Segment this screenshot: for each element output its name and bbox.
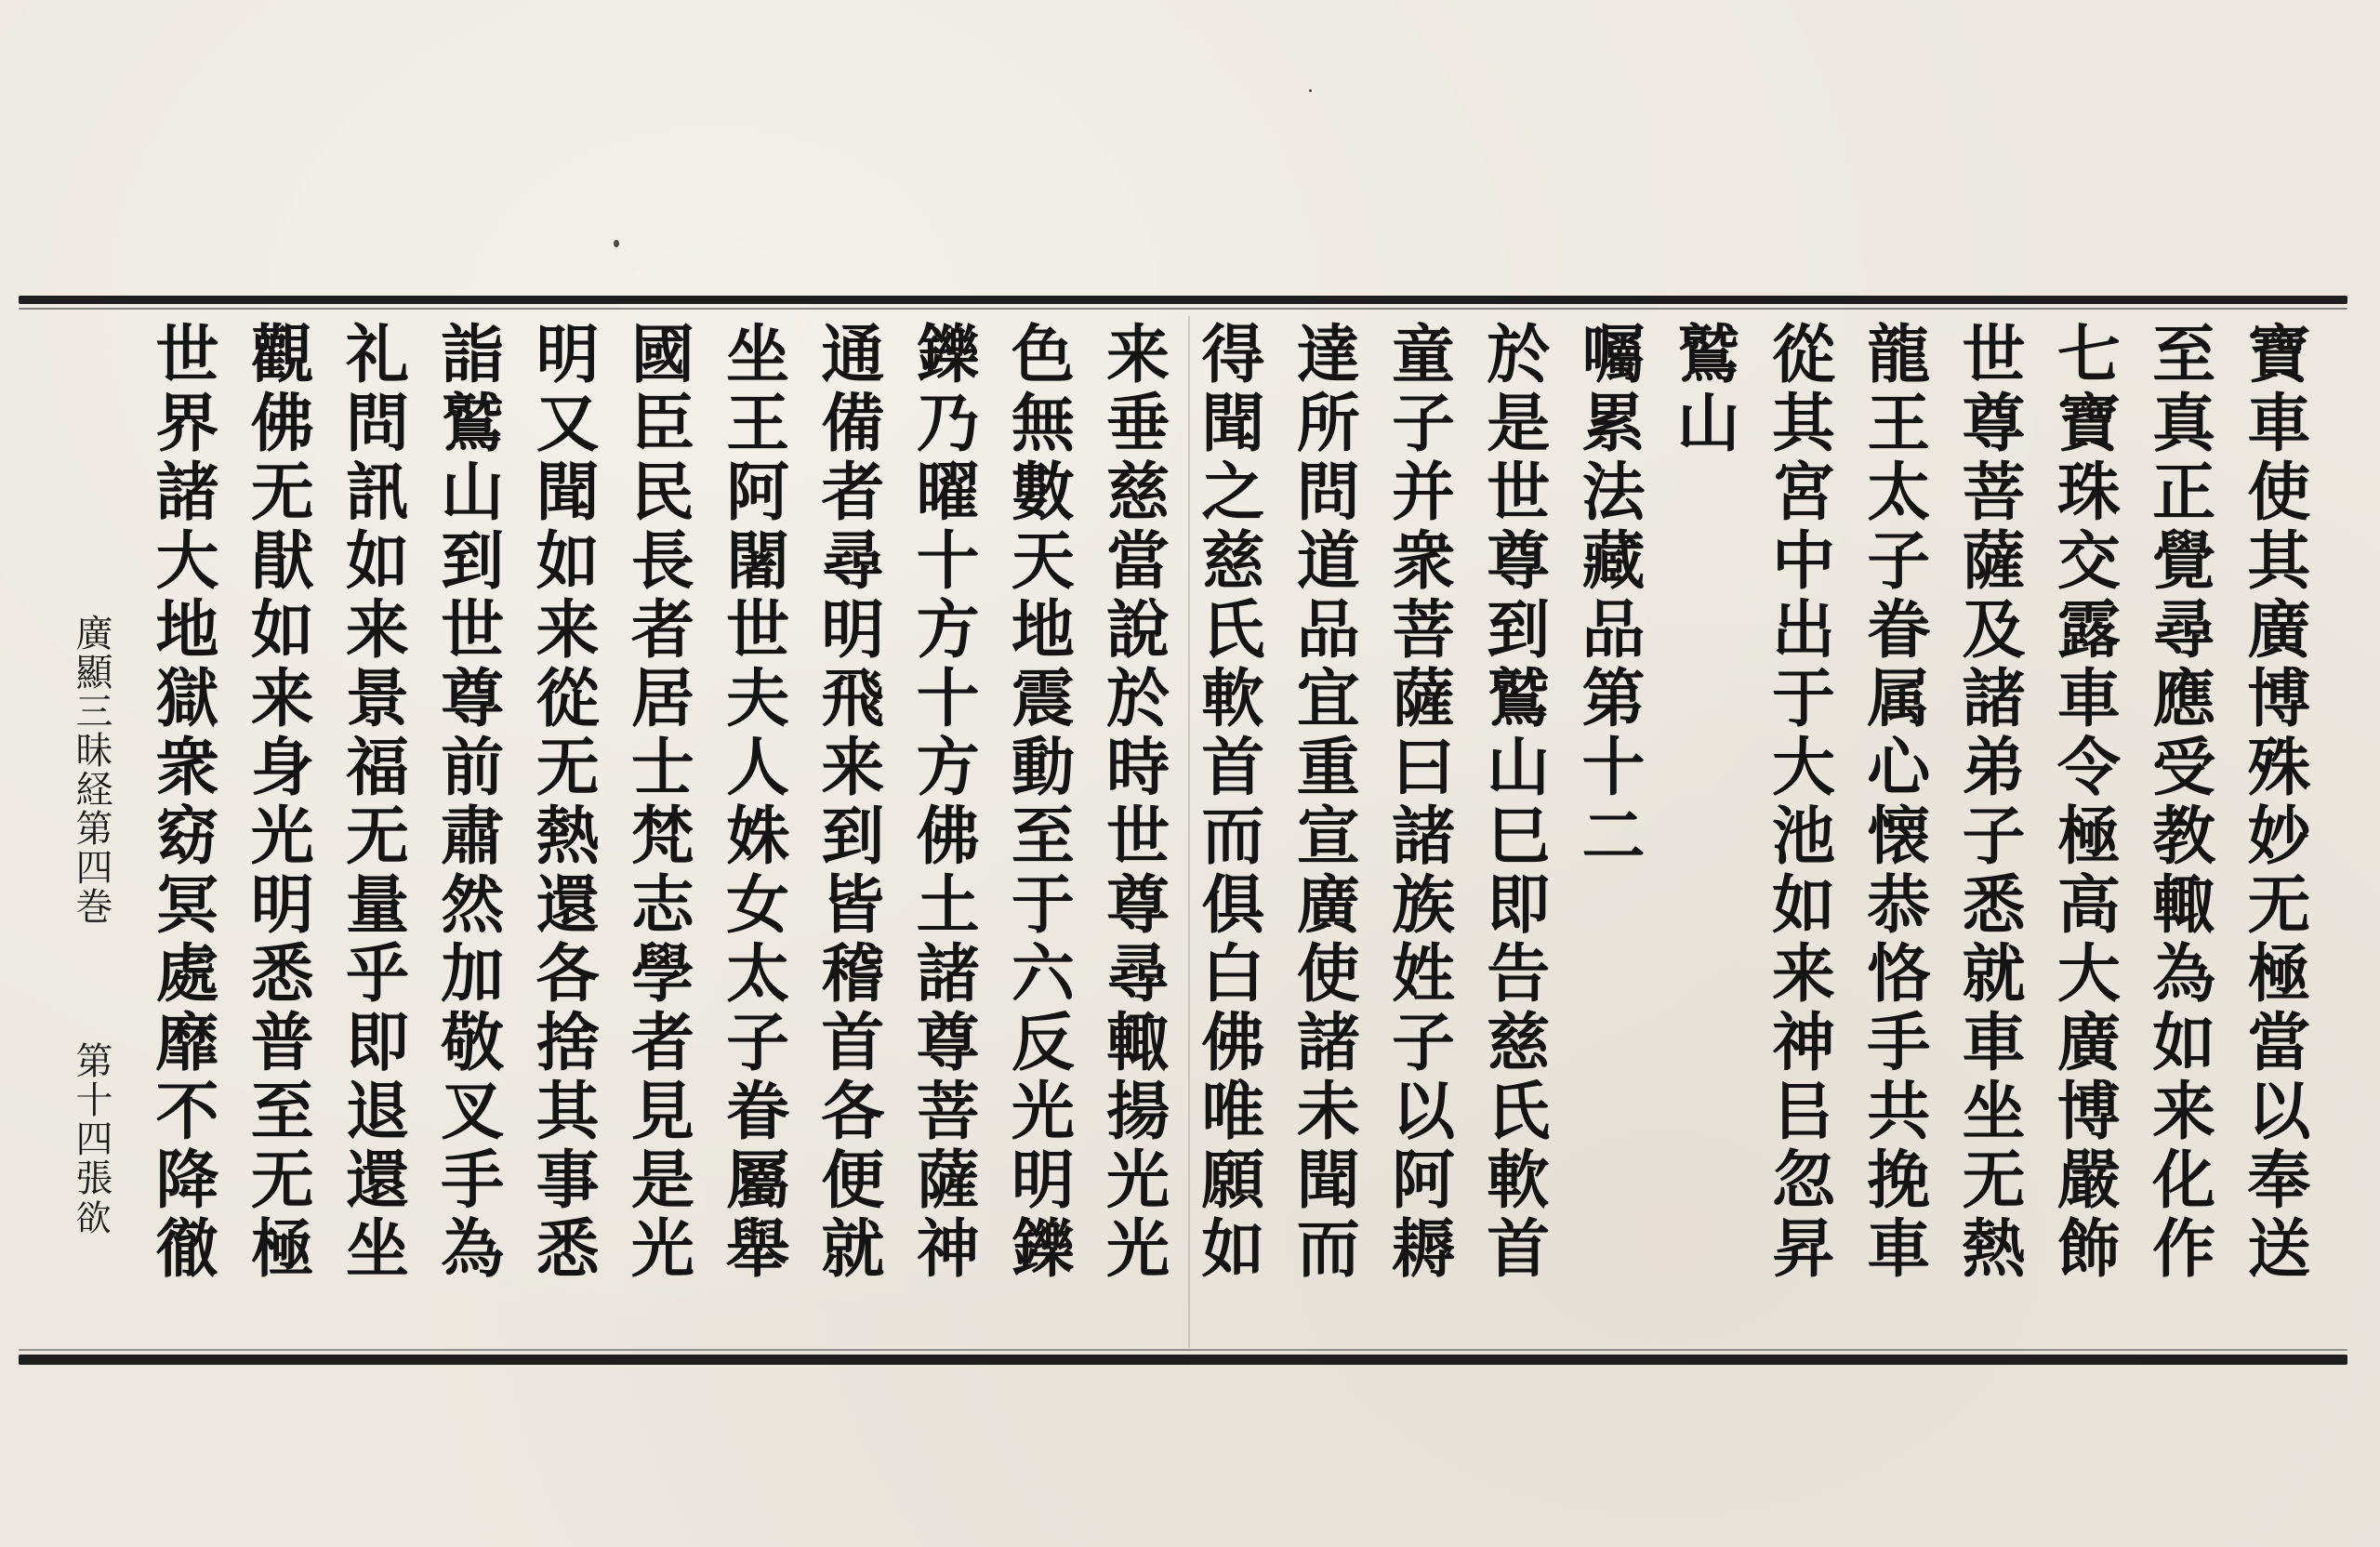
text-column: 世界諸大地獄衆窈冥處靡不降徹 [145, 321, 219, 1284]
text-column: 國臣民長者居士梵志學者見是光 [620, 321, 695, 1284]
text-column: 至真正覺尋應受教輙為如来化作 [2141, 321, 2216, 1284]
text-column: 鑠乃曜十方十方佛土諸尊菩薩神 [906, 321, 981, 1284]
top-border-inner [19, 308, 2347, 310]
text-column: 於是世尊到鷲山巳即告慈氏軟首 [1475, 321, 1551, 1284]
margin-title: 廣顯三昧経第四巻 [70, 614, 112, 926]
top-border [19, 296, 2347, 304]
text-column: 童子并衆菩薩曰諸族姓子以阿耨 [1381, 321, 1456, 1284]
ink-speck [614, 240, 619, 247]
text-column: 明又聞如来從无熱還各捨其事悉 [525, 321, 601, 1284]
text-column: 色無數天地震動至于六反光明鑠 [1000, 321, 1076, 1284]
text-column: 觀佛无猒如来身光明悉普至无極 [240, 321, 315, 1284]
bottom-border-inner [19, 1349, 2347, 1351]
text-column: 七寶珠交露車令極高大廣博嚴飾 [2046, 321, 2122, 1284]
text-column: 龍王太子眷属心懐恭恪手共挽車 [1856, 321, 1931, 1284]
bottom-border [19, 1355, 2347, 1365]
text-column: 坐王阿闍世夫人姝女太子眷屬舉 [715, 321, 790, 1284]
ink-speck [1309, 89, 1312, 92]
text-column: 從其宮中出于大池如来神㠯忽昇 [1761, 321, 1836, 1284]
text-column: 鷲山 [1666, 321, 1741, 458]
margin-page-number: 第十四張 [70, 1041, 112, 1197]
text-column: 詣鷲山到世尊前肅然加敬叉手為 [430, 321, 505, 1284]
text-block [130, 321, 2311, 1343]
text-column: 来垂慈當說於時世尊尋輙揚光光 [1095, 321, 1170, 1284]
chapter-heading: 囑累法藏品第十二 [1570, 321, 1646, 871]
margin-mark: 欲 [70, 1199, 111, 1235]
text-column: 通備者尋明飛来到皆稽首各便就 [810, 321, 885, 1284]
text-column: 寶車使其廣博殊妙无極當以奉送 [2236, 321, 2311, 1284]
text-column: 得聞之慈氏軟首而俱白佛唯願如 [1190, 321, 1265, 1284]
text-column: 世尊菩薩及諸弟子悉就車坐无熱 [1951, 321, 2027, 1284]
text-column: 礼問訊如来景福无量乎即退還坐 [335, 321, 410, 1284]
text-column: 達所問道品宜重宣廣使諸未聞而 [1286, 321, 1361, 1284]
